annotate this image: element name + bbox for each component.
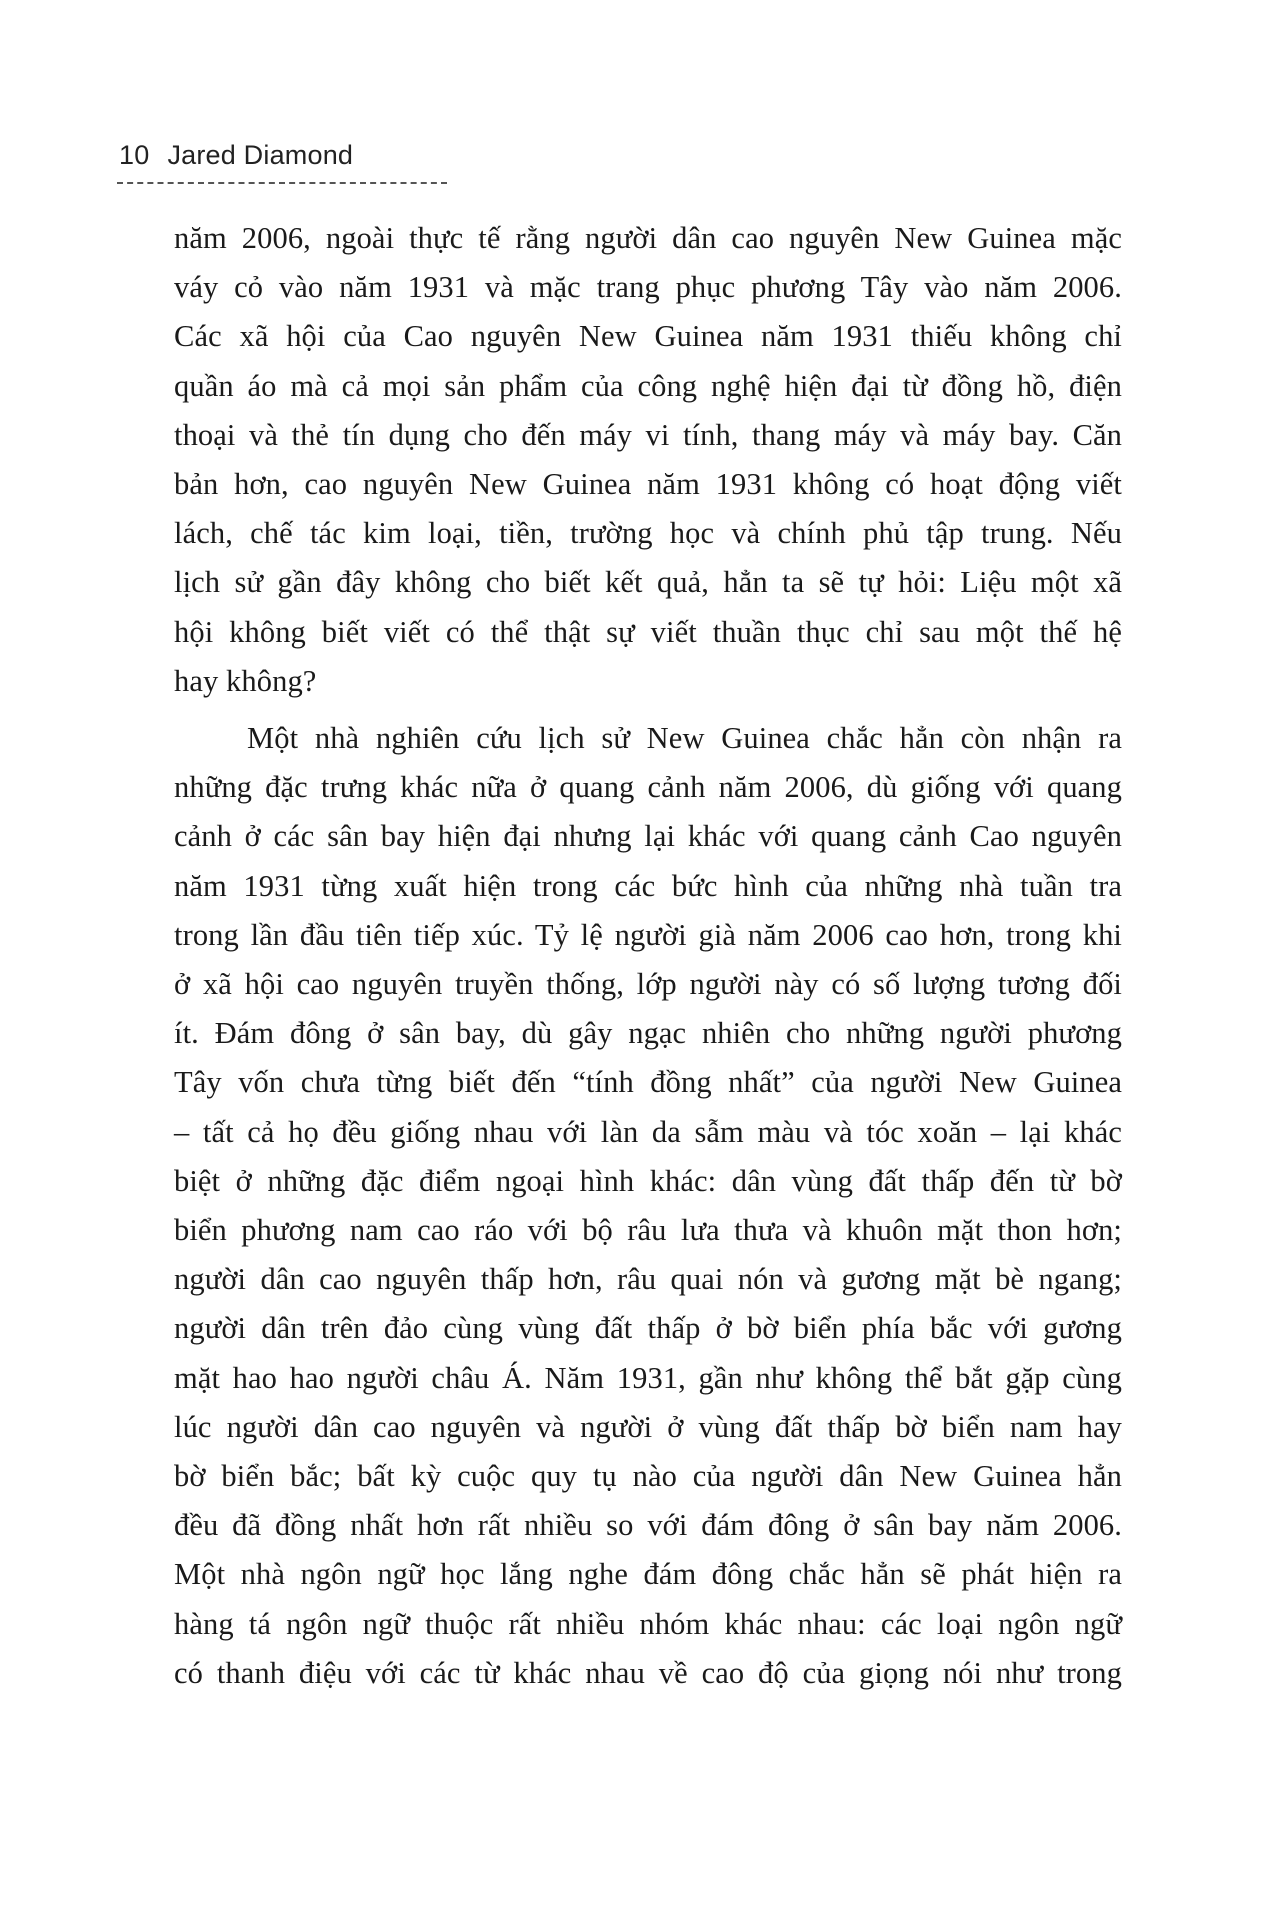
body-text: [174, 214, 1122, 1698]
text-line: biệt ở những đặc điểm ngoại hình khác: dân vùng đất thấp đến từ bờ: [174, 1163, 1122, 1198]
text-line: váy cỏ vào năm 1931 và mặc trang phục phương Tây vào năm 2006.: [174, 270, 1122, 305]
text-line: bờ biển bắc; bất kỳ cuộc quy tụ nào của người dân New Guinea hẳn: [174, 1459, 1122, 1494]
text-line: ở xã hội cao nguyên truyền thống, lớp người này có số lượng tương đối: [174, 967, 1122, 1002]
text-line: Một nhà ngôn ngữ học lắng nghe đám đông chắc hẳn sẽ phát hiện ra: [174, 1557, 1122, 1592]
text-line: Các xã hội của Cao nguyên New Guinea năm 1931 thiếu không chỉ: [174, 319, 1122, 354]
text-line: ít. Đám đông ở sân bay, dù gây ngạc nhiên cho những người phương: [174, 1016, 1122, 1051]
text-line: có thanh điệu với các từ khác nhau về cao độ của giọng nói như trong: [174, 1655, 1122, 1690]
text-line: thoại và thẻ tín dụng cho đến máy vi tính, thang máy và máy bay. Căn: [174, 417, 1122, 452]
text-line: lách, chế tác kim loại, tiền, trường học và chính phủ tập trung. Nếu: [174, 516, 1122, 551]
paragraph-1: [174, 214, 1122, 706]
text-line: đều đã đồng nhất hơn rất nhiều so với đám đông ở sân bay năm 2006.: [174, 1508, 1122, 1543]
text-line: năm 1931 từng xuất hiện trong các bức hình của những nhà tuần tra: [174, 868, 1122, 903]
text-line: quần áo mà cả mọi sản phẩm của công nghệ hiện đại từ đồng hồ, điện: [174, 368, 1122, 403]
text-line: – tất cả họ đều giống nhau với làn da sẫm màu và tóc xoăn – lại khác: [174, 1114, 1122, 1149]
header-divider: [117, 182, 447, 184]
text-line: lúc người dân cao nguyên và người ở vùng đất thấp bờ biển nam hay: [174, 1409, 1122, 1444]
text-line: những đặc trưng khác nữa ở quang cảnh năm 2006, dù giống với quang: [174, 770, 1122, 805]
text-line: biển phương nam cao ráo với bộ râu lưa thưa và khuôn mặt thon hơn;: [174, 1213, 1122, 1248]
text-line: năm 2006, ngoài thực tế rằng người dân cao nguyên New Guinea mặc: [174, 221, 1122, 255]
author-name: Jared Diamond: [167, 140, 354, 170]
text-line: Một nhà nghiên cứu lịch sử New Guinea chắc hẳn còn nhận ra: [247, 721, 1122, 756]
text-line: lịch sử gần đây không cho biết kết quả, hẳn ta sẽ tự hỏi: Liệu một xã: [174, 565, 1122, 600]
text-line: hàng tá ngôn ngữ thuộc rất nhiều nhóm khác nhau: các loại ngôn ngữ: [174, 1606, 1122, 1641]
text-line: mặt hao hao người châu Á. Năm 1931, gần như không thể bắt gặp cùng: [174, 1360, 1122, 1395]
text-line: bản hơn, cao nguyên New Guinea năm 1931 không có hoạt động viết: [174, 467, 1122, 502]
text-line: hội không biết viết có thể thật sự viết thuần thục chỉ sau một thế hệ: [174, 614, 1122, 649]
text-line: người dân trên đảo cùng vùng đất thấp ở bờ biển phía bắc với gương: [174, 1311, 1122, 1346]
text-line: hay không?: [174, 663, 317, 698]
text-line: cảnh ở các sân bay hiện đại nhưng lại khác với quang cảnh Cao nguyên: [174, 819, 1122, 854]
paragraph-2: [174, 714, 1122, 1698]
text-line: trong lần đầu tiên tiếp xúc. Tỷ lệ người già năm 2006 cao hơn, trong khi: [174, 917, 1122, 952]
text-line: Tây vốn chưa từng biết đến “tính đồng nhất” của người New Guinea: [174, 1065, 1122, 1100]
running-header: [119, 140, 449, 171]
page-number: 10: [119, 140, 150, 170]
text-line: người dân cao nguyên thấp hơn, râu quai nón và gương mặt bè ngang;: [174, 1262, 1122, 1297]
